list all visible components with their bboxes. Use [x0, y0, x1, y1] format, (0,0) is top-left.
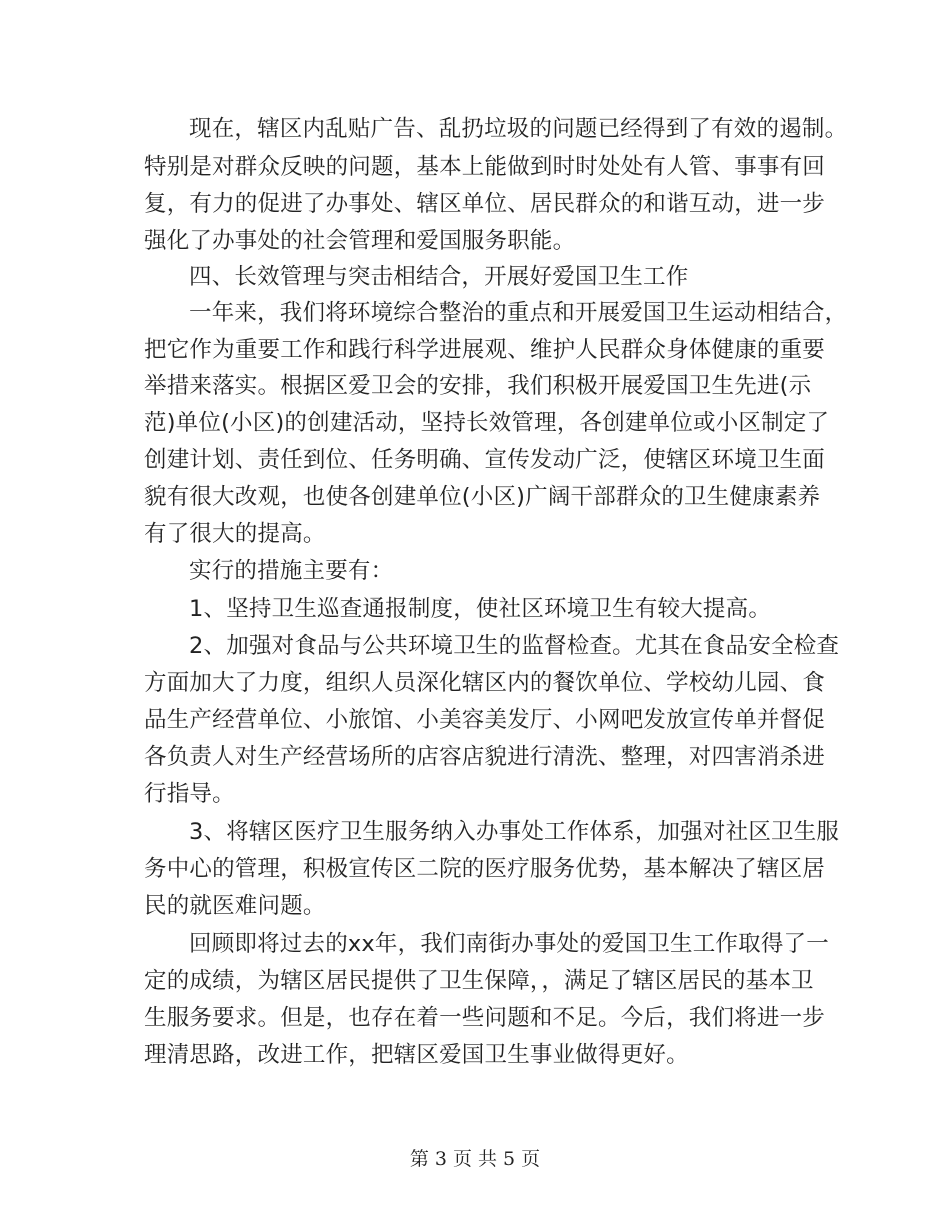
body-line: 貌有很大改观，也使各创建单位(小区)广阔干部群众的卫生健康素养 — [144, 484, 821, 510]
body-line: 行指导。 — [144, 781, 235, 807]
section-heading: 四、长效管理与突击相结合，开展好爱国卫生工作 — [189, 264, 689, 290]
body-line: 理清思路，改进工作，把辖区爱国卫生事业做得更好。 — [144, 1042, 689, 1068]
body-line: 务中心的管理，积极宣传区二院的医疗服务优势，基本解决了辖区居 — [144, 856, 826, 882]
body-line: 实行的措施主要有： — [189, 558, 394, 584]
page-number-footer: 第 3 页 共 5 页 — [409, 1148, 541, 1170]
list-item: 3、将辖区医疗卫生服务纳入办事处工作体系，加强对社区卫生服 — [189, 819, 840, 845]
body-line: 生服务要求。但是，也存在着一些问题和不足。今后，我们将进一步 — [144, 1005, 826, 1031]
body-line: 把它作为重要工作和践行科学进展观、维护人民群众身体健康的重要 — [144, 337, 826, 363]
body-line: 举措来落实。根据区爱卫会的安排，我们积极开展爱国卫生先进(示 — [144, 373, 812, 399]
body-line: 特别是对群众反映的问题，基本上能做到时时处处有人管、事事有回 — [144, 154, 826, 180]
body-line: 民的就医难问题。 — [144, 893, 326, 919]
body-line: 现在，辖区内乱贴广告、乱扔垃圾的问题已经得到了有效的遏制。 — [189, 116, 848, 142]
body-line: 强化了办事处的社会管理和爱国服务职能。 — [144, 228, 576, 254]
body-line: 有了很大的提高。 — [144, 521, 326, 547]
body-line: 范)单位(小区)的创建活动，坚持长效管理，各创建单位或小区制定了 — [144, 410, 830, 436]
body-line: 一年来，我们将环境综合整治的重点和开展爱国卫生运动相结合， — [189, 300, 848, 326]
body-line: 定的成绩，为辖区居民提供了卫生保障，，满足了辖区居民的基本卫 — [144, 968, 814, 994]
list-item: 2、加强对食品与公共环境卫生的监督检查。尤其在食品安全检查 — [189, 633, 840, 659]
body-line: 各负责人对生产经营场所的店容店貌进行清洗、整理，对四害消杀进 — [144, 744, 826, 770]
body-line: 复，有力的促进了办事处、辖区单位、居民群众的和谐互动，进一步 — [144, 191, 826, 217]
body-line: 创建计划、责任到位、任务明确、宣传发动广泛，使辖区环境卫生面 — [144, 447, 826, 473]
list-item: 1、坚持卫生巡查通报制度，使社区环境卫生有较大提高。 — [189, 596, 772, 622]
body-line: 品生产经营单位、小旅馆、小美容美发厅、小网吧发放宣传单并督促 — [144, 707, 826, 733]
body-line: 回顾即将过去的xx年，我们南街办事处的爱国卫生工作取得了一 — [189, 931, 829, 957]
body-line: 方面加大了力度，组织人员深化辖区内的餐饮单位、学校幼儿园、食 — [144, 670, 826, 696]
